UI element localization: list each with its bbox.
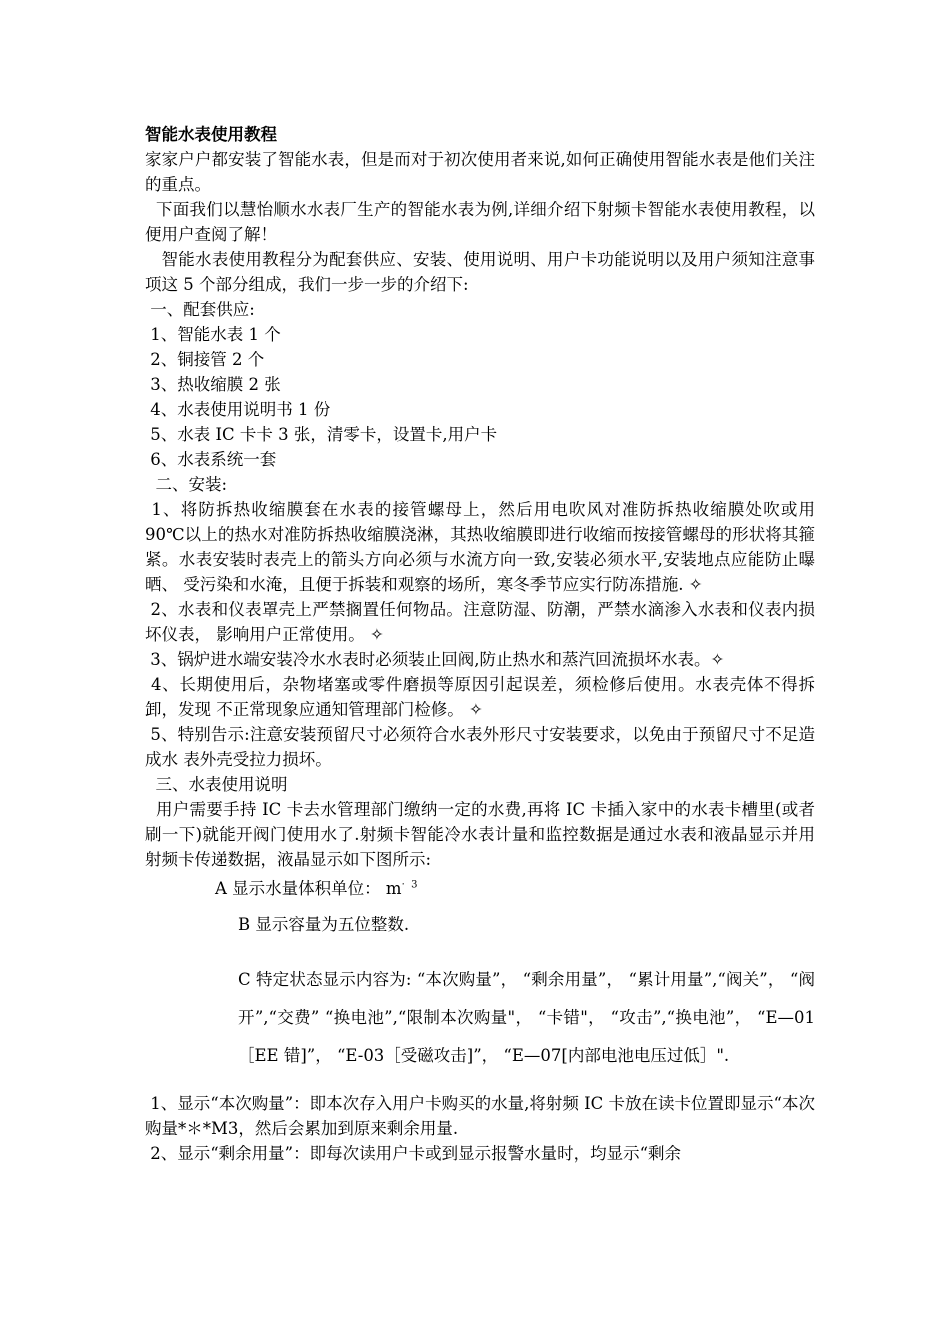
section-1-item: 3、热收缩膜 2 张 [145, 375, 281, 394]
display-item-b: B 显示容量为五位整数. [238, 915, 410, 934]
section-1-heading: 一、配套供应: [145, 300, 255, 319]
section-2-item: 4、长期使用后，杂物堵塞或零件磨损等原因引起误差，须检修后使用。水表壳体不得拆卸，发现 不正常现象应通知管理部门检修。 ✧ [145, 675, 816, 719]
section-2-item: 3、锅炉进水端安装冷水水表时必须装止回阀,防止热水和蒸汽回流损坏水表。✧ [145, 650, 725, 669]
section-1-item: 2、铜接管 2 个 [145, 350, 265, 369]
section-1-item: 4、水表使用说明书 1 份 [145, 400, 331, 419]
section-2-item: 1、将防拆热收缩膜套在水表的接管螺母上，然后用电吹风对准防拆热收缩膜处吹或用 90℃以上的热水对准防拆热收缩膜浇淋，其热收缩膜即进行收缩而按接管螺母的形状将其箍紧。水表安装时表壳上的箭头方向必须与水流方向一致,安装必须水平,安装地点应能防止曝晒、 受污染和水淹，且便于拆装和观察的场所，寒冬季节应实行防冻措施. ✧ [145, 500, 821, 594]
section-2-heading: 二、安装: [145, 475, 228, 494]
paragraph-3: 智能水表使用教程分为配套供应、安装、使用说明、用户卡功能说明以及用户须知注意事项这 5 个部分组成，我们一步一步的介绍下: [145, 250, 815, 294]
display-item-a-text: A 显示水量体积单位： m [215, 879, 402, 898]
display-item-a-superscript: · 3 [401, 879, 418, 891]
section-1-item: 5、水表 IC 卡卡 3 张，清零卡，设置卡,用户卡 [145, 425, 498, 444]
display-item-a [215, 872, 815, 906]
display-item-c: C 特定状态显示内容为: “本次购量”， “剩余用量”， “累计用量”,“阀关”， “阀开”,“交费” “换电池”,“限制本次购量"， “卡错"， “攻击”,“换电池”， “E—01［EE 错]”， “E-03［受磁攻击]”， “E—07[内部电池电压过低］". [238, 969, 815, 1065]
paragraph-2: 下面我们以慧怡顺水水表厂生产的智能水表为例,详细介绍下射频卡智能水表使用教程，以便用户查阅了解！ [145, 200, 815, 244]
section-2-item: 2、水表和仪表罩壳上严禁搁置任何物品。注意防湿、防潮，严禁水滴渗入水表和仪表内损坏仪表， 影响用户正常使用。 ✧ [145, 600, 815, 644]
section-3-heading: 三、水表使用说明 [145, 775, 288, 794]
section-1-item: 6、水表系统一套 [145, 450, 277, 469]
section-2-item: 5、特别告示:注意安装预留尺寸必须符合水表外形尺寸安装要求，以免由于预留尺寸不足造成水 表外壳受拉力损坏。 [145, 725, 815, 769]
intro-paragraph: 家家户户都安装了智能水表，但是而对于初次使用者来说,如何正确使用智能水表是他们关注的重点。 [145, 150, 815, 194]
section-3-body: 用户需要手持 IC 卡去水管理部门缴纳一定的水费,再将 IC 卡插入家中的水表卡槽里(或者刷一下)就能开阀门使用水了.射频卡智能冷水表计量和监控数据是通过水表和液晶显示并用射频卡传递数据，液晶显示如下图所示: [145, 800, 815, 869]
document-title: 智能水表使用教程 [145, 125, 277, 144]
usage-item-1: 1、显示“本次购量”：即本次存入用户卡购买的水量,将射频 IC 卡放在读卡位置即显示“本次购量*＊*M3，然后会累加到原来剩余用量. [145, 1094, 815, 1138]
usage-item-2: 2、显示“剩余用量”：即每次读用户卡或到显示报警水量时，均显示“剩余 [145, 1144, 682, 1163]
document-page [145, 122, 821, 1166]
section-1-item: 1、智能水表 1 个 [145, 325, 281, 344]
